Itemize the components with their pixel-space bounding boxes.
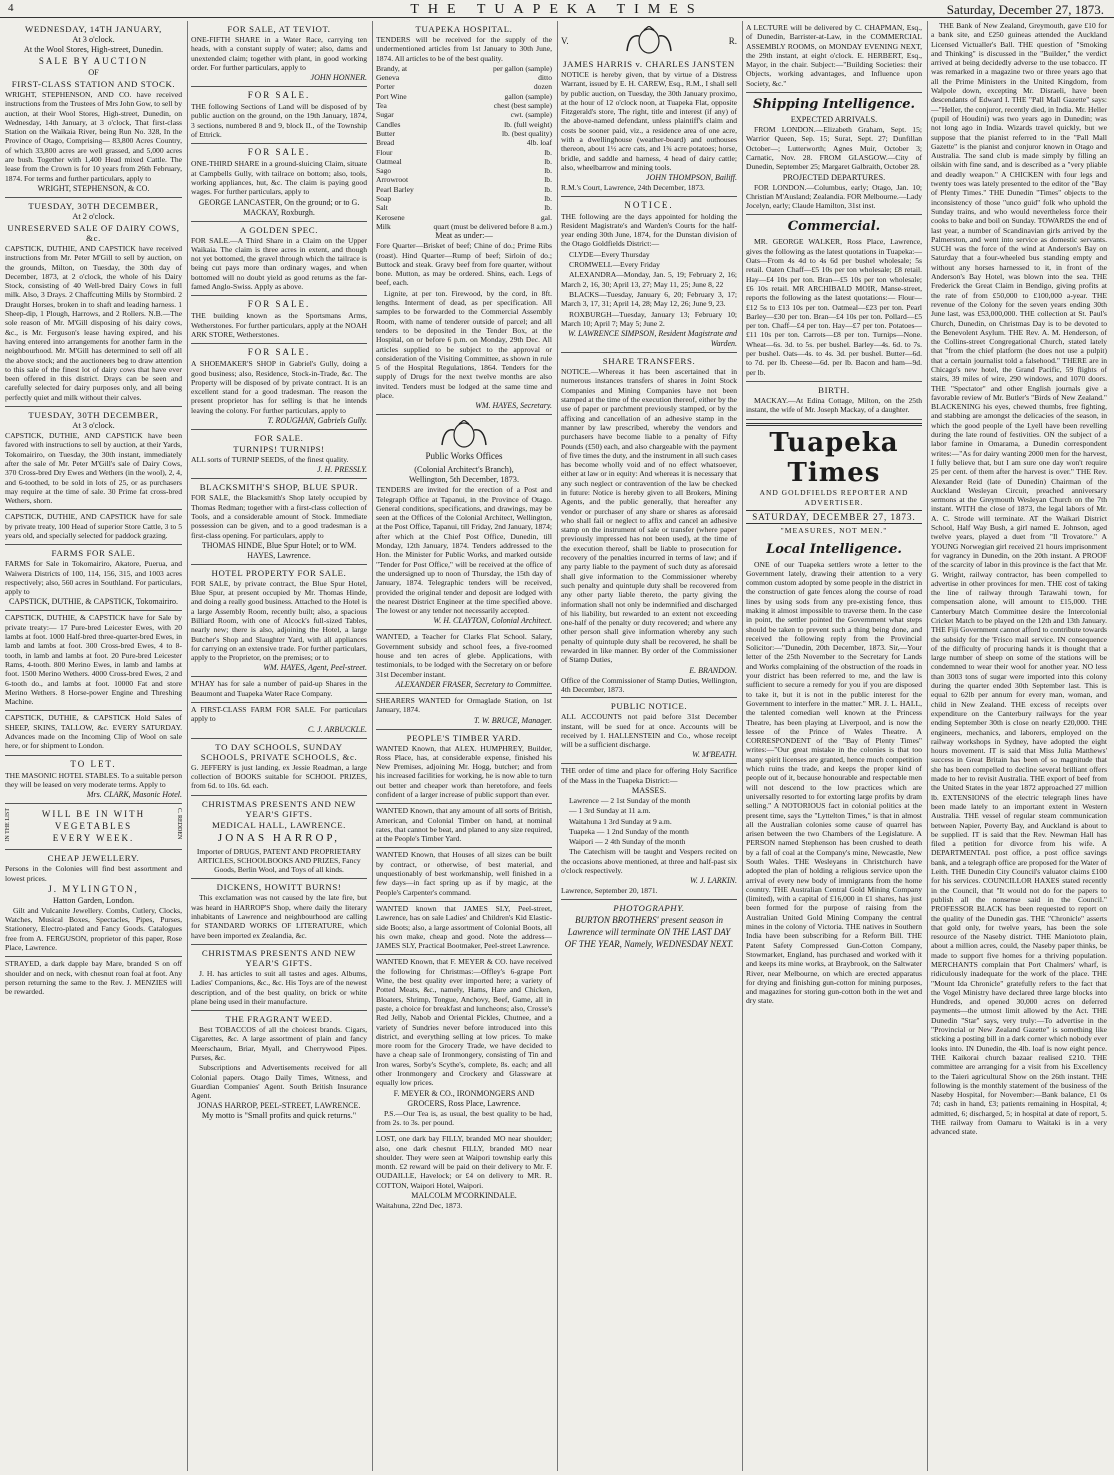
ad-title: FOR SALE. <box>247 90 311 101</box>
section-body: ONE of our Tuapeka settlers wrote a letter to the Government lately, drawing their attention to a very common custom adopted by some people in the district in the construction of gate fences along the course of road lines by using sods from any pre-existing fence, thus making it almost impossible to traverse them. In the case in point, the settler pointed the Government what steps should be taken to prevent such a thing being done, and received the following reply from the Provincial Solicitor:—"Dunedin, 20th December, 1873. Sir,—Your letter of the 25th November to the Secretary for Lands and Works complaining of the obstruction of the roads in your district has been referred to me, and the law is sufficient to secure a remedy for you if you are disposed to take it, but it is not in the public interest for the Government to interfere in the matter." MR. J. L. HALL, the talented comedian well known at the Princess Theatre, has been playing at Liverpool, and is now the lessee of the Prince of Wales Theatre. A CORRESPONDENT of the "Bay of Plenty Times" writes:—"Our great mistake in the colonies is that too many spirit licenses are granted, hence much competition which ruins the trade, and keeps the proper kind of people out of it, because honourable and respectable men will not descend to the low practices which are universally resorted to for extorting large profits by dram selling." A NOTORIOUS fact in colonial politics at the present time, says the "Lyttelton Times," is that in almost all the Australian colonies some cause of quarrel has arisen between the two Chambers of the Legislature. A PERSON named Stephenson has been crushed to death by a fall of coal at the Company's mine, Newcastle, New South Wales. THE Wesleyans in Christchurch have adopted the plan of holding a religious service upon the arrival of every new body of immigrants from the home country. THE Australian Central Gold Mining Company (limited), with a capital of £16,000 in £1 shares, has just been formed for the purpose of raising from the Australian United Gold Mining Company the central mines in the colony of Victoria. THE natives in Southern India have been subscribing for a Reform Bill. THE Patent Safety Compressed Gun-Cotton Company, Stowmarket, England, has purchased and worked with it and keeps its mine works, at Braybrook, on the Saltwater River, near Melbourne, on which are erected apparatus for drying and finishing gun-cotton for mining purposes, and magazines for storing gun-cotton both in the wet and dry state. <box>746 559 922 1006</box>
ad-body: Best TOBACCOS of all the choicest brands. Cigars, Cigarettes, &c. A large assortment of plain and fancy Meerschaum, Briar, Myall, and Cherrywood Pipes. Purses, &c. Subscriptions and Advertisements received for all Colonial papers. Otago Daily Times, Witness, and Guardian Companies' Agent. South British Insurance Agent. <box>191 1025 367 1101</box>
court-place: ROXBURGH—Tuesday, January 13; February 10; March 10; April 7; May 5; June 2. <box>561 309 737 328</box>
ad-title: CHRISTMAS PRESENTS AND NEW YEAR'S GIFTS. <box>201 947 357 968</box>
ad-line: WILL BE IN WITH <box>41 809 146 820</box>
tender-item-name: Sugar <box>376 110 394 120</box>
ad-fragrant-weed <box>191 1011 367 1124</box>
tender-item-unit: lb. <box>544 147 552 157</box>
ad-body: M'HAY has for sale a number of paid-up Shares in the Beaumont and Tuapeka Water Race Company. <box>191 679 367 698</box>
section-title: Local Intelligence. <box>766 541 902 557</box>
ad-ewes-wethers-sale <box>5 407 182 510</box>
ad-title: BLACKSMITH'S SHOP, BLUE SPUR. <box>199 482 359 493</box>
ad-title: CHRISTMAS PRESENTS AND NEW YEAR'S GIFTS. <box>201 798 357 819</box>
ad-body: Persons in the Colonies will find best assortment and lowest prices. <box>5 864 182 883</box>
tender-item-name: Pearl Barley <box>376 184 414 194</box>
ad-body: WANTED Known, that F. MEYER & CO. have received the following for Christmas:—Offley's 6-grape Port Wine, the best quality ever imported here; a variety of Potted Meats, &c., namely, Hams, Hare and Chicken, Bloaters, Shrimp, Tongue, Anchovy, Beef, Game, all in paste, a choice for breakfast and luncheons; also, Crosse's Red Jelly, Nabob and Oriental Pickles, Chutnee, and a variety of Sundries never before introduced into this district, and everything selling at low prices. To make more room for the Grocery Trade, we have decided to have a cheap sale of Ironmongery, consisting of Tin and Iron wares, Sorby's Scythe's, complete, 8s. each; and all other Ironmongery and Crockery and Glassware at equally low prices. <box>376 957 552 1088</box>
ad-title: TUAPEKA HOSPITAL. <box>415 24 513 34</box>
tender-item <box>376 138 552 147</box>
ad-title: PUBLIC NOTICE. <box>610 701 688 712</box>
ad-sluicing-claim <box>191 144 367 221</box>
tender-item-name: Tea <box>376 101 387 111</box>
ad-body: G. JEFFERY is just landing, ex Jessie Readman, a large collection of BOOKS suitable for SCHOOL PRIZES, from 6d. to 10s. 6d. each. <box>191 762 367 791</box>
ad-shop-name: JONAS HARROP, <box>217 831 341 844</box>
ad-place: Waitahuna, 22nd Dec, 1873. <box>376 1200 463 1210</box>
ad-title: THE FRAGRANT WEED. <box>225 1014 333 1025</box>
ad-sub: (Colonial Architect's Branch), <box>414 465 514 475</box>
ad-side-label-left: IN THE LIST <box>5 808 11 842</box>
ad-date-line: WEDNESDAY, 14TH JANUARY, <box>25 24 162 34</box>
ad-body: Importer of DRUGS, PATENT AND PROPRIETARY ARTICLES, SCHOOLBOOKS AND PRIZES, Fancy Goods, Berlin Wool, and Toys of all kinds. <box>196 846 362 875</box>
tender-item-unit: per gallon (sample) <box>492 63 552 73</box>
ad-body: ONE-THIRD SHARE in a ground-sluicing Claim, situate at Campbells Gully, with tailrace on bottom; also, tools, working appliances, hut, &c. The claim is paying good wages. For further particulars, apply to <box>191 159 367 197</box>
meat-title: Meat as under:— <box>435 231 493 241</box>
section-subhead: BIRTH. <box>818 384 850 395</box>
section-title: Commercial. <box>787 219 881 235</box>
crest-left: V. <box>561 36 569 46</box>
ad-school-prizes <box>191 739 367 796</box>
tender-item-name: Salt <box>376 203 388 213</box>
section-body: FROM LONDON.—Elizabeth Graham, Sept. 15; Warrior Queen, Sep. 15; Surat, Sept. 27; Dunfillan October—; Lutterworth; Agnes Muir, October 3; Carnatic, Nov. 28. FROM GLASGOW.—City of Dunedin, September 25; Margaret Galbraith, October 28. <box>746 125 922 172</box>
ad-body: CAPSTICK, DUTHIE, AND CAPSTICK have been favored with instructions to sell by auction, at their Yards, Tokomairiro, on Tuesday, the 30th instant, immediately after the sale of Mr. Peter M'Gill's sale of Dairy Cows, 370 Cross-bred Dry Ewes and Wethers (in the wool), 2, 4, and 6-toothed, to be sold in lots of 25, or as purchasers may require at the time of sale. 30 Prime fat cross-bred Wethers, shorn. <box>5 431 182 506</box>
ad-public-works-tenders <box>376 415 552 630</box>
tender-item <box>376 222 552 231</box>
ad-distress-warrant <box>561 21 737 197</box>
masthead-date: SATURDAY, DECEMBER 27, 1873. <box>746 510 922 524</box>
ad-mass-times <box>561 764 737 899</box>
ad-body: TENDERS will be received for the supply of the undermentioned articles from 1st January to 30th June, 1874. All articles to be of the best quality. <box>376 35 552 63</box>
section-body: MACKAY.—At Edina Cottage, Milton, on the 25th instant, the wife of Mr. Joseph Mackay, of a daughter. <box>746 395 922 415</box>
ad-blacksmith-shop <box>191 479 367 564</box>
tender-item-unit: ditto <box>538 73 552 83</box>
ad-of: OF <box>88 68 99 77</box>
ad-body: NOTICE.—Whereas it has been ascertained that in numerous instances transfers of shares in Joint Stock Companies and Mining Companies have not been stamped at the time of the execution thereof, either by the use of paper or parchment previously stamped, or by the affixing and cancellation of an adhesive stamp in the manner by law prescribed, whereby the vendors and purchasers have become liable to a penalty of Fifty Pounds (£50) each, and also chargeable with the payment of five times the duty, and the instrument in all such cases has become wholly void and of no effect whatsoever, either at law or in equity: And whereas it is necessary that any such neglect or contravention of the law be checked in future: Notice is hereby given to all Brokers, Mining Agents, and the public generally, that hereafter any vendor or purchaser of any share or shares as aforesaid who shall fail or neglect to affix and cancel an adhesive stamp on the instrument of sale or transfer (where paper previously impressed has not been used), at the time of the execution thereof, shall be liable to prosecution for recovery of the penalties incurred in terms of law; and if any party liable to the payment of such duty as aforesaid shall give information to the Commissioner whereby such penalty and quintuple duty shall be recovered from any other party liable thereto, the party giving the information shall not only be indemnified and discharged of his liability, but rewarded to an extent not exceeding one-half of the penalty or duty recovered; and where any other person shall give information whereby any such penalty of quintuple duty shall be recovered, he shall be rewarded in like manner. By order of the Commissioner of Stamp Duties, <box>561 367 737 665</box>
tender-item-unit: chest (best sample) <box>493 101 552 111</box>
ad-title: FOR SALE. <box>247 299 311 310</box>
ad-saturday-sales <box>5 711 182 755</box>
ad-subtitle: TURNIPS! TURNIPS! <box>233 444 325 455</box>
tender-item-unit: lb. <box>544 156 552 166</box>
ad-station-auction <box>5 21 182 198</box>
ad-shop-name: J. MYLINGTON, <box>48 883 139 894</box>
tender-item <box>376 203 552 212</box>
tender-item-name: Butter <box>376 128 395 138</box>
masthead-title: Tuapeka Times <box>769 427 899 488</box>
ad-motto: My motto is "Small profits and quick returns." <box>201 1111 357 1121</box>
ad-golden-spec <box>191 222 367 297</box>
ad-sale-type: SALE BY AUCTION <box>38 56 149 66</box>
ad-cheap-jewellery <box>5 850 182 957</box>
section-body: FOR LONDON.—Columbus, early; Otago, Jan. 10; Christian M'Ausland; Zealandia. FOR Melbourne.—Lady Jocelyn, early; Claude Hamilton, 31st inst. <box>746 182 922 211</box>
tender-item-unit: gallon (sample) <box>504 91 552 101</box>
column-5 <box>742 21 925 1471</box>
ad-body: WANTED, a Teacher for Clarks Flat School. Salary, Government subsidy and school fees, a five-roomed house and ten acres of glebe. Applications, with testimonials, to be lodged with the Secretary on or before 31st December instant. <box>376 632 552 679</box>
ad-title: UNRESERVED SALE OF DAIRY COWS, &c. <box>7 222 180 243</box>
ad-sportsmans-arms <box>191 296 367 344</box>
ad-hotel-property <box>191 565 367 678</box>
ad-title: CHEAP JEWELLERY. <box>47 853 140 864</box>
meat-list: Fore Quarter—Brisket of beef; Chine of do.; Prime Ribs (roast). Hind Quarter—Rump of beef; Sirloin of do.; Buttock and steak. Gravy beef from fore quarter, without bone. Mutton, as may be ordered. Shins, each. Legs of beef, each. <box>376 241 552 288</box>
tender-item <box>376 185 552 194</box>
ad-title: HOTEL PROPERTY FOR SALE. <box>211 567 347 578</box>
ad-first-class-farm <box>191 703 367 739</box>
ad-body: LOST, one dark bay FILLY, branded MO near shoulder; also, one dark chesnut FILLY, branded MO near shoulder. They were seen at Waipori township early this month. £2 reward will be paid on their delivery to Mr. F. OUDAILLE, Havelock; or £4 on delivery to MR. R. COTTON, Waipori Hotel, Waipori. <box>376 1134 552 1190</box>
ad-subtitle: MEDICAL HALL, LAWRENCE. <box>212 819 346 830</box>
ad-title: FOR SALE. <box>247 347 311 358</box>
ad-body: TENDERS are invited for the erection of a Post and Telegraph Office at Tapanui, in the Province of Otago. General conditions, specifications, and drawings, may be seen at the Offices of the Colonial Architect, Wellington, at the Post Office, Tapanui, till Friday, 2nd January, 1874; after which at the Chief Post Office, Dunedin, till Monday, 12th January, 1874. Tenders addressed to the Hon. the Minister for Public Works, and marked outside "Tender for Post Office," will be received at the office of the undersigned up to noon of Thursday, the 15th day of January, 1874. Telegraphic tenders will be received, provided the original tender and deposit are lodged with the nearest District Engineer at the time specified above. The lowest or any tender not necessarily accepted. <box>376 485 552 616</box>
crest <box>561 26 737 56</box>
ad-place: R.M.'s Court, Lawrence, 24th December, 1873. <box>561 183 705 193</box>
commercial-section <box>746 215 922 381</box>
ad-teacher-wanted <box>376 630 552 693</box>
ad-meyer-ironmongers <box>376 955 552 1132</box>
ad-sub: Wellington, 5th December, 1873. <box>408 475 520 485</box>
ad-land-sections <box>191 87 367 144</box>
ad-title: TO DAY SCHOOLS, SUNDAY SCHOOLS, PRIVATE SCHOOLS, &c. <box>200 741 358 762</box>
ad-signature: MALCOLM M'CORKINDALE. <box>411 1190 517 1200</box>
ad-public-notice <box>561 698 737 764</box>
ad-signature: T. W. BRUCE, Manager. <box>474 715 552 725</box>
ad-date-line: TUESDAY, 30TH DECEMBER, <box>28 200 159 211</box>
ad-title: A GOLDEN SPEC. <box>239 224 319 235</box>
tender-item-name: Arrowroot <box>376 175 409 185</box>
ad-signature: GEORGE LANCASTER, On the ground; or to G. MACKAY, Roxburgh. <box>198 197 360 217</box>
tender-item-name: Brandy, at <box>376 63 408 73</box>
tender-item <box>376 82 552 91</box>
ad-side-label-right: C. REDDEN <box>176 808 182 840</box>
ad-body: THE building known as the Sportsmans Arms, Wetherstones. For further particulars, apply at the NOAH ARK STORE, Wetherstones. <box>191 311 367 339</box>
mass-entry: Tuapeka — 1 2nd Sunday of the month <box>569 826 689 836</box>
ad-title: JAMES HARRIS v. CHARLES JANSTEN <box>563 59 735 69</box>
ad-body: BURTON BROTHERS' present season in Lawrence will terminate ON THE LAST DAY OF THE YEAR, Namely, WEDNESDAY NEXT. <box>564 914 734 949</box>
ad-vegetables <box>5 804 182 850</box>
ad-body: This exclamation was not caused by the late fire, but was heard in HARROP'S Shop, where daily the literary inhabitants of Lawrence and neighbourhood are calling for STANDARD WORKS OF LITERATURE, which have been imported ex Zealandia, &c. <box>191 893 367 940</box>
columns <box>2 21 1112 1471</box>
mass-entry: Waipori — 2 4th Sunday of the month <box>569 837 686 847</box>
tender-item-name: Porter <box>376 82 395 92</box>
ad-body: ONE-FIFTH SHARE in a Water Race, carrying ten heads, with a constant supply of water; also, dams and unextended claim; together with plant, in good working order. For further particulars, apply to <box>191 35 367 72</box>
tender-item <box>376 194 552 203</box>
ad-signature: JOHN HONNER. <box>310 73 367 83</box>
ad-signature: WM. HAYES, Secretary. <box>475 401 552 411</box>
ad-store-cattle <box>5 510 182 545</box>
ad-signature: WM. HAYES, Agent, Peel-street. <box>263 663 367 673</box>
column-4 <box>557 21 740 1471</box>
ad-turnips <box>191 430 367 479</box>
ad-teviot-share <box>191 21 367 87</box>
court-place: BLACKS—Tuesday, January 6, 20; February 3, 17; March 3, 17, 31; April 14, 28; May 12, 26; June 9, 23. <box>561 289 737 309</box>
ad-place: Lawrence, September 20, 1871. <box>561 886 658 896</box>
ad-title: TO LET. <box>70 758 117 769</box>
ad-signature: W. M'BEATH. <box>692 750 737 760</box>
court-place: ALEXANDRA—Monday, Jan. 5, 19; February 2, 16; March 2, 16, 30; April 13, 27; May 11, 25; June 8, 22 <box>561 270 737 289</box>
shipping-intelligence <box>746 93 922 215</box>
masthead <box>746 423 922 536</box>
ad-signature: JOHN THOMPSON, Bailiff. <box>645 173 737 183</box>
crest-right: R. <box>728 36 737 46</box>
ad-signature: Mrs. CLARK, Masonic Hotel. <box>86 790 182 800</box>
ad-signature: W. LAWRENCE SIMPSON, Resident Magistrate and Warden. <box>568 329 737 349</box>
tender-item-unit: cwt. (sample) <box>510 110 552 120</box>
ad-body: ALL sorts of TURNIP SEEDS, of the finest quality. <box>191 455 349 465</box>
ad-body: FOR SALE, by private contract, the Blue Spur Hotel, Blue Spur, at present occupied by Mr. Thomas Hinde, and doing a really good business. Attached to the Hotel is a large Assembly Room, recently built; also, a spacious Billiard Room, with one of Alcock's full-sized Tables, nearly new; there is also, adjoining the Hotel, a large Butcher's Shop and Slaughter Yard, with all appliances for carrying on an extensive trade. For further particulars, apply to the Proprietor, on the premises; or to <box>191 578 367 663</box>
ad-body: CAPSTICK, DUTHIE, AND CAPSTICK have received instructions from Mr. Peter M'Gill to sell by auction, on the grounds, Milton, on Tuesday, the 30th day of December, 1873, at 2 o'clock, the whole of his Dairy Stock, consisting of 40 Well-bred Dairy Cows in full milk. Also, 3 Drays. 2 Chaffcutting Mills by Stormbird. 2 Draught Horses, broken in to shaft and leading harness. 1 Sheep-dip, 1 Plough, Harrows, and 2 Rollers. N.B.—The sole reason of Mr. M'Gill disposing of his dairy cows, &c., is Mr. Ferguson's lease having expired, and his having entered into arrangements for another farm in the neighbourhood. Mr. M'Gill has determined to sell off all the above stock; and the auctioneers beg to draw attention to this sale of the finest lot of dairy cows that have ever been offered in this district. Drays can be seen and carefully selected for dairy purposes only, and all being perfectly quiet and milk without their calves. <box>5 243 182 402</box>
ad-signature: THOMAS HINDE, Blue Spur Hotel; or to WM. HAYES, Lawrence. <box>201 540 357 560</box>
ad-signature: W. H. CLAYTON, Colonial Architect. <box>433 616 552 626</box>
ad-date-line: TUESDAY, 30TH DECEMBER, <box>28 410 159 421</box>
ad-title: FARMS FOR SALE. <box>51 548 136 559</box>
masthead-motto: "MEASURES, NOT MEN." <box>780 525 888 535</box>
ad-time: At 3 o'clock. <box>72 421 115 431</box>
masses-title: MASSES. <box>631 786 667 795</box>
ad-signature: F. MEYER & CO., IRONMONGERS AND GROCERS, Ross Place, Lawrence. <box>393 1088 535 1108</box>
ad-address: Hatton Garden, London. <box>52 895 135 905</box>
ad-body: THE following are the days appointed for holding the Resident Magistrate's and Warden's Courts for the half-year ending 30th June, 1874, for the Dunstan division of the Otago Goldfields District:— <box>561 211 737 249</box>
ad-peoples-timber-yard <box>376 730 552 805</box>
ad-signature: W. J. LARKIN. <box>689 876 737 886</box>
section-title: Shipping Intelligence. <box>752 97 916 113</box>
ad-time: At 2 o'clock. <box>72 211 115 221</box>
ad-signature: J. H. PRESSLY. <box>317 465 367 475</box>
tender-item <box>376 157 552 166</box>
ad-line: EVERY WEEK. <box>52 833 135 844</box>
tender-item-unit: lb. <box>544 166 552 176</box>
tender-item <box>376 73 552 82</box>
ad-body: THE MASONIC HOTEL STABLES. To a suitable person they will be leased on very moderate terms. Apply to <box>5 770 182 789</box>
ad-dairy-cows-sale <box>5 198 182 407</box>
tender-item-unit: 4lb. loaf <box>526 138 552 148</box>
ad-body: WRIGHT, STEPHENSON, AND CO. have received instructions from the Trustees of Mrs John Gow, to sell by auction, at their Wool Stores, High-street, Dunedin, on Wednesday, 14th January, at 3 o'clock, That first-class Station on the Waikaia River, being Run No. 328, In the Province of Otago, Comprising— 83,800 Acres Country, of which 33,800 acres are well grassed, and 5,000 acres are bush. Together with 1,400 Head mixed Cattle. The lease from the Crown is for 10 years from 26th February, 1874. For terms and further particulars, apply to <box>5 90 182 183</box>
ad-body: SHEARERS WANTED for Ormaglade Station, on 1st January, 1874. <box>376 695 552 715</box>
tender-item-unit: quart (must be delivered before 8 a.m.) <box>433 221 552 231</box>
tender-item-unit: lb. <box>544 194 552 204</box>
ad-james-sly-boots <box>376 902 552 955</box>
ad-strayed-mare <box>5 957 182 1000</box>
ad-body: CAPSTICK, DUTHIE, & CAPSTICK have for Sale by private treaty:— 17 Pure-bred Leicester Ewes, with 20 lambs at foot. 1000 Half-bred three-quarter-bred Ewes, in lamb and lambs at foot. 300 Cross-bred Ewes, 4 to 8-tooth, in lamb and lambs at foot. 20 Pure-bred Leicester Rams, 4-tooth. 800 Merino Ewes, in lamb and lambs at foot. 1500 Merino Wethers. 4000 Cross-bred Ewes, 2 and 6-tooth do., and lambs at foot. 10000 Fat and store Merino Wethers. 8 Horse-power Engine and Threshing Machine. <box>5 613 182 707</box>
ad-share-transfers <box>561 353 737 698</box>
ad-body: THE following Sections of Land will be disposed of by public auction on the ground, on the 19th January, 1874, 3 sections, numbered 8 and 9, block II., of the Township of Ettrick. <box>191 102 367 140</box>
ad-body: J. H. has articles to suit all tastes and ages. Albums, Ladies' Companions, &c., &c. His Toys are of the newest description, and of the best quality, on brick or white plane being used in their manufacture. <box>191 968 367 1006</box>
tender-item-unit: lb. <box>544 184 552 194</box>
tender-item-name: Kerosene <box>376 212 405 222</box>
tender-item <box>376 120 552 129</box>
tender-item <box>376 92 552 101</box>
ad-title: SHARE TRANSFERS. <box>602 356 696 367</box>
ad-postscript: P.S.—Our Tea is, as usual, the best quality to be had, from 2s. to 3s. per pound. <box>376 1108 552 1127</box>
mass-list <box>561 796 737 846</box>
ad-signature: JONAS HARROP, PEEL-STREET, LAWRENCE. <box>197 1101 361 1111</box>
ad-time: At 3 o'clock. <box>72 35 115 44</box>
ad-place: Office of the Commissioner of Stamp Duties, Wellington, 4th December, 1873. <box>561 675 737 694</box>
ad-to-let <box>5 756 182 805</box>
ad-christmas-presents <box>191 945 367 1011</box>
ad-signature: E. BRANDON. <box>689 665 737 675</box>
section-body: MR. GEORGE WALKER, Ross Place, Lawrence, gives the following as the latest quotations in Tuapeka:— Oats—From 4s 4d to 4s 6d per bushel wholesale; 5s retail. Oaten Chaff—£5 10s per ton wholesale; £8 retail. Hay—£4 10s per ton. Bran—£5 10s per ton wholesale; £6 10s retail. MR ARCHIBALD MOIR, Manse-street, reports the following as the latest quotations:— Flour—£12 5s to £13 10s per ton. Oatmeal—£23 per ton. Pearl Barley—£30 per ton. Bran—£4 10s per ton. Pollard—£5 per ton. Chaff—£4 per ton. Hay—£7 per ton. Potatoes—£11 10s per ton. Carrots—£8 per ton. Turnips—None. Wheat—6s. 3d. to 5s. per bushel. Barley—4s. 6d. to 7s. per bushel. Oats—4s. to 4s. 3d. per bushel. Butter—6d. to 7d. per lb. Cheese—6d. per lb. Bacon and ham—9d. per lb. <box>746 237 922 377</box>
ad-lost-filly <box>376 1132 552 1213</box>
ad-venue: At the Wool Stores, High-street, Dunedin. <box>23 45 164 54</box>
masthead-subtitle: AND GOLDFIELDS REPORTER AND ADVERTISER. <box>759 487 909 507</box>
tender-item-unit: lb. <box>544 175 552 185</box>
tender-item-name: Candles <box>376 119 401 129</box>
court-places-list <box>561 250 737 328</box>
ad-signature: WRIGHT, STEPHENSON, & CO. <box>37 183 150 193</box>
ad-water-race-shares <box>191 677 367 703</box>
ad-body: A FIRST-CLASS FARM FOR SALE. For particulars apply to <box>191 705 367 724</box>
ad-body: THE order of time and place for offering Holy Sacrifice of the Mass in the Tuapeka District:— <box>561 766 737 785</box>
tender-item-name: Flour <box>376 147 393 157</box>
ad-signature: CAPSTICK, DUTHIE, & CAPSTICK, Tokomairiro. <box>8 597 179 607</box>
page-number: 4 <box>8 2 16 14</box>
ad-body: A LECTURE will be delivered by C. CHAPMAN, Esq., of Dunedin, Barrister-at-Law, in the COMMERCIAL ASSEMBLY ROOMS, on MONDAY EVENING NEXT, the 29th instant, at eight o'clock. E. HERBERT, Esq., Mayor, in the chair. Subject:—"Building Societies: their Objects, working advantages, and Influence upon Society, &c." <box>746 23 922 88</box>
ad-title: PEOPLE'S TIMBER YARD. <box>406 732 522 743</box>
section-subhead: PROJECTED DEPARTURES. <box>782 172 886 182</box>
ad-body: WANTED Known, that ALEX. HUMPHREY, Builder, Ross Place, has, at considerable expense, finished his New Premises, adjoining Mr. Hogg, butcher; and from his increased facilities for working, he is now able to turn out better and cheaper work than heretofore, and feels confident of a larger increase of public support than ever. <box>376 743 552 799</box>
tender-item <box>376 166 552 175</box>
tender-items-list <box>376 64 552 231</box>
ad-title: FOR SALE. <box>247 147 311 158</box>
tender-item <box>376 110 552 119</box>
birth-notice <box>746 382 922 420</box>
tender-item-name: Bread <box>376 138 395 148</box>
masthead-rule <box>746 423 922 426</box>
tender-item <box>376 101 552 110</box>
ad-body: STRAYED, a dark dapple bay Mare, branded S on off shoulder and on neck, with chesnut roan foal at foot. Any person returning the same to the Rev. J. MENZIES will be rewarded. <box>5 959 182 997</box>
ad-body-2: Lignite, at per ton. Firewood, by the cord, in 8ft. lengths. Interment of dead, as per specification. All samples to be forwarded to the Commercial Assembly Room, with name of tenderer outside of parcel; and all tenders to be deposited in the Tender Box, at the Hospital, on or before 6 p.m. on Monday, 29th Dec. All articles supplied to be subject to the approval or consideration of the Visiting Committee, as shown in rule 5 of the Hospital Regulations, 1864. Tenders for the supply of Drugs for the next twelve months are also invited. Tenders must be lodged at the same time and place. <box>376 288 552 400</box>
ad-title: DICKENS, HOWITT BURNS! <box>216 882 342 893</box>
ad-body: WANTED known that JAMES SLY, Peel-street, Lawrence, has on sale Ladies' and Children's Kid Elastic-side Boots; also, a large assortment of Colonial Boots, all his own make, cheap and good. Note the address—JAMES SLY, Practical Bootmaker, Peel-street Lawrence. <box>376 903 552 951</box>
royal-arms-icon <box>619 26 679 56</box>
mass-entry: — 1 3rd Sunday at 11 a.m. <box>569 806 651 816</box>
section-subhead: EXPECTED ARRIVALS. <box>790 115 878 125</box>
tender-item-name: Geneva <box>376 73 400 83</box>
tender-item-name: Milk <box>376 221 391 231</box>
column-1 <box>2 21 185 1471</box>
ad-body: CAPSTICK, DUTHIE, & CAPSTICK Hold Sales of SHEEP, SKINS, TALLOW, &c. EVERY SATURDAY. Advances made on the Incoming Clip of Wool on sale here, or for shipment to London. <box>5 713 182 751</box>
royal-arms-icon <box>434 420 494 450</box>
ad-body: ALL ACCOUNTS not paid before 31st December instant, will be sued for at once. Accounts will be received by I. HALLENSTEIN and Co., whose receipt will be a sufficient discharge. <box>561 712 737 750</box>
court-place: CROMWELL—Every Friday <box>569 260 660 270</box>
header-rule <box>0 17 1114 18</box>
court-place: CLYDE—Every Thursday <box>569 249 650 259</box>
ad-body: CAPSTICK, DUTHIE, AND CAPSTICK have for sale by private treaty, 100 Head of superior Store Cattle, 3 to 5 years old, and specially selected for paddock grazing. <box>5 512 182 540</box>
ad-body: FARMS for Sale in Tokomairiro, Akatore, Puerua, and Waiwera Districts of 100, 114, 156, 315, and 1003 acres respectively; also, 560 acres in Southland. For particulars, apply to <box>5 559 182 597</box>
ad-photography <box>561 900 737 954</box>
page-date: Saturday, December 27, 1873. <box>946 2 1104 17</box>
tender-item <box>376 64 552 73</box>
tender-item <box>376 175 552 184</box>
crest <box>376 420 552 462</box>
tender-item-unit: gal. <box>540 212 552 222</box>
column-3 <box>372 21 555 1471</box>
crest-label: Public Works Offices <box>425 451 503 462</box>
ad-title: NOTICE. <box>624 199 674 210</box>
tender-item <box>376 148 552 157</box>
column-2 <box>187 21 370 1471</box>
tender-item-name: Sago <box>376 166 392 176</box>
tender-item-unit: dozen <box>533 82 552 92</box>
tender-item <box>376 129 552 138</box>
tender-item-unit: lb. (best quality) <box>502 128 552 138</box>
ad-houses-built <box>376 848 552 901</box>
ad-title: FIRST-CLASS STATION AND STOCK. <box>11 79 176 89</box>
ad-sheep-private-treaty <box>5 611 182 711</box>
mass-entry: Waitahuna 1 3rd Sunday at 9 a.m. <box>569 816 672 826</box>
ad-body: FOR SALE, the Blacksmith's Shop lately occupied by Thomas Redman; together with a first-class collection of Tools, and a considerable amount of Stock. Immediate possession can be given, and to a good tradesman is a first-class opening. For particulars, apply to <box>191 493 367 540</box>
page-header <box>0 2 1114 18</box>
tender-item <box>376 213 552 222</box>
ad-body: A SHOEMAKER'S SHOP in Gabriel's Gully, doing a good business; also, Residence, Stock-in-Trade, &c. The Property will be disposed of by private contract. It is an excellent stand for a good tradesman. The reason the present proprietor has for selling is that he intends leaving the colony. For further particulars, apply to <box>191 359 367 415</box>
ad-court-days <box>561 197 737 354</box>
tender-item-unit: lb. <box>544 203 552 213</box>
ad-signature: ALEXANDER FRASER, Secretary to Committee. <box>395 679 552 689</box>
ad-shoemakers-shop <box>191 344 367 430</box>
tender-item-name: Oatmeal <box>376 156 402 166</box>
ad-body: WANTED Known, that Houses of all sizes can be built by contract, or otherwise, of best material, and unquestionably of best workmanship, well finished in a few days—in fact spring up as if by magic, at the People's Carpenter's command. <box>376 850 552 897</box>
ad-line: VEGETABLES <box>54 821 133 832</box>
ad-shearers-wanted <box>376 694 552 730</box>
tender-item-name: Port Wine <box>376 91 407 101</box>
ad-body-2: Gilt and Vulcanite Jewellery. Combs, Cutlery, Clocks, Watches, Musical Boxes, Spectacles, Pipes, Purses, Stationery, Electro-plated and Fancy Goods. Catalogues free from A. FERGUSON, proprietor of this paper, Rose Place, Lawrence. <box>5 905 182 952</box>
news-paragraphs: THE Bank of New Zealand, Greymouth, gave £10 for a bank site, and £250 guineas attended the Auckland Licensed Victualler's Ball. THE question of "Smoking and Thinking" is discussed in the "Builder," the verdict arrived at being decidedly adverse to the use tobacco. IT was remarked in a magazine two or three years ago that all the Prime Ministers in the United Kingdom, from Walpole down, excepting Mr. Disraeli, have been descendants of Edward I. THE "Pall Mall Gazette" says:—"Heller, the conjuror, recently died, in India. Mr. Heller (pupil of Houdini) was two years ago in Dunedin; was not long ago in India. Wizards travel quickly, but we suppose that the pianist referred to in the "Pall Mall Gazette" is the pianist and conjuror known in Otago and Australia. The sand club is made simply by filling an oilskin with fine sand, and is described as a "very pliable and deadly weapon." A CHICKEN with four legs and twenty toes was lately presented to the editor of the "Bay of Plenty Times." THE Dunedin "Times" objects to the inconsistency of those "unco guid" folk who uphold the Sunday trains, and who would nevertheless force their cooks to bake and boil on Sunday. TOWARDS the end of last year, a number of Scandinavian girls arrived by the Palmerston, and went into service as domestic servants. SUCH was the force of the wind at Anderson's Bay on Saturday that a four-wheeled bus standing empty and without any horses harnessed to it, in front of the Anderson's Bay Hotel, was blown into the sea. THE Frederick the Great Claim in Bendigo, giving profits at the rate of from £50,000 to £100,000 a-year. THE revenue of the Colony for the seven years ending 30th June last, was £53,000,000. THE collection at St. Paul's Church, Dunedin, on Christmas Day is to be devoted to the Benevolent Asylum. THE Rev. A. M. Henderson, of the Collins-street Congregational Church, stated lately that "from the chief platform (he does not use a pulpit) that a certain journalist told a falsehood." THERE are in Chicago's new hotel, the Grand Pacific, 59 flights of stairs, 39 miles of wire, 290 windows, and 1070 doors. THE "Spectator" and other English journals give a favorable review of Mr. Butler's "Birds of New Zealand." BLACKENING his eyes, chewed thumbs, free fighting, and stabbing are amongst the delicacies of the season, in which the good people of the Lyell have been revelling during the late round of festivities. ON the subject of a labor famine in Omarama, a Dunedin correspondent writes:—"As for dairy wanting 2000 men for the harvest, I fully believe that, but I am sure one day won't require 25 per cent. of them after the harvest is over." THE Rev. Alexander Reid (late of Dunedin) Chairman of the Auckland Wesleyan Circuit, preached anniversary sermons at the Greymouth Wesleyan Church on the 7th instant. WITH the close of 1873, the legal labors of Mr. A. C. Strode will terminate. AT the Waikari District School, Half Way Bush, a girl named E. Johnson, aged twelve years, played a duet from "Il Trovatore." A YOUNG Norwegian girl received 21 hours imprisonment for vagrancy in Dunedin, on the 20th instant. A PROOF of the scarcity of labor in this province is the fact that Mr. G. Wright, railway contractor, has been compelled to advertise in other provinces for men. THE cost of taking the line of railway through Tarawahi town, for compensation alone, will amount to £15,000. THE Canterbury Match Committee desire the Intercolonial Cricket Match to be played on the 12th and 13th January. THE Fiji Government cannot afford to contribute towards the subsidy for the 'Frisco mail service. IN consequence of the difficulty of procuring hands it is thought that a large number of sheep on some of the stations will be condemned to wear their wool for another year. NO less than 3003 tons of sugar were imported into this colony during the quarter ended 30th September last. This is equal to 62lb per annum for every man, woman, and child in New Zealand. THE excess of receipts over expenditure on the Canterbury railways for the year ending September 30th is close on nearly £20,000. THE engineers, mechanics, and laborers, employed on the railway workshops in Sydney, have adopted the eight hours movement. IT is said that Miss Julia Matthews' success in Great Britain has been of so magnitude that she has been compelled to decline several brilliant offers made to her to revisit Australia. THE export of beef from the United States in the year 1872 approached 27 million lb. EXTENSIONS of the electric telegraph lines have been made lately to an important extent in Western Australia. THE vessel of regular steam communication between Napier, Poverty Bay, and Auckland is about to be supplied. IT is said that the Rev. Newman Hall has filed a petition for divorce from his wife. A DEPARTMENTAL post office, a post office savings bank, and a telegraph office are proposed for the Water of Leith. THE Dunedin City Council's valuator claims £100 for his services. COUNCILLOR HAXES stated recently in the Council, that "It would not do for the papers to publish all the nonsense said in the Council." PROFESSOR BLACK has been requested to report on the quality of the Dunedin gas. THE "Chronicle" asserts that gold only, for twelve years, has been the sole resource of the Naseby district. THE Maniototo plain, about a million acres, could, the Naseby paper thinks, be made to support five homes for a thriving population. MERCHANTS complain that Port Chalmers' wharf, is ridiculously inadequate for the work of the place. THE "Mount Ida Chronicle" gratefully refers to the fact that the Vogel Ministry have declared three large blocks into Hundreds, and opened 30,000 acres on deferred payments—the utmost limit allowed by the Act. THE Dunedin "Star" says, very truly:—To advertise in the "Provincial or New Zealand Gazette" is something like sticking a posting bill in a dark corner which nobody ever looks into. IN Dunedin, the 4lb. loaf is now eight pence. THE Kaikorai church bazaar realised £210. THE committee are arranging for a visit from his Excellency to the Taieri agricultural Show on the 26th instant. THE following is the monthly statement of the business of the Naseby Hospital, for November:—Bank balance, £1 0s 7d; cash in hand, £3; patients remaining in Hospital, 4; admitted, 6; discharged, 5; in hospital at date of report, 5. THE railway from Oamaru to Waitaki is in a very advanced state. <box>931 21 1107 1137</box>
ad-hospital-tenders <box>376 21 552 415</box>
mass-entry: Lawrence — 2 1st Sunday of the month <box>569 796 691 805</box>
ad-timber-wanted-known <box>376 804 552 848</box>
ad-signature: T. ROUGHAN, Gabriels Gully. <box>267 416 367 426</box>
ad-title: FOR SALE, AT TEVIOT. <box>227 24 331 34</box>
ad-title: FOR SALE. <box>254 433 304 444</box>
ad-body: NOTICE is hereby given, that by virtue of a Distress Warrant, issued by E. H. CAREW, Esq., R.M., I shall sell by public auction, on Tuesday, the 30th January proximo, at the hour of 12 o'clock noon, at Tuapeka Flat, opposite Fitzgerald's store, The right, title and interest (if any) of the above-named defendant, unless plaintiff's claim and costs be sooner paid, viz., a residence area of one acre, with a dwellinghouse (weather-board) and outhouses thereon, about 1½ acre cats, and 1¾ acre potatoes; horse, bridle, and saddle and harness, 4 head of dairy cattle; also, wheelbarrow and mining tools. <box>561 70 737 172</box>
ad-signature: C. J. ARBUCKLE. <box>307 724 367 734</box>
column-6 <box>927 21 1110 1471</box>
ad-dickens-howitt <box>191 879 367 944</box>
tender-item-unit: lb. (full weight) <box>504 119 552 129</box>
ad-body: WANTED Known, that any amount of all sorts of British, American, and Colonial Timber on hand, at nominal rates, that cannot be beat, and planed to any size required, at the People's Timber Yard. <box>376 806 552 844</box>
ad-body: FOR SALE.—A Third Share in a Claim on the Upper Waikaia. The claim is three acres in extent, and though not yet bottomed, the gravel through which the tailrace is being cut pays more than ordinary wages, and when bottomed will no doubt yield as good returns as the far-famed Anglo-Swiss. Apply as above. <box>191 235 367 292</box>
tender-item-name: Soap <box>376 194 392 204</box>
ad-medical-hall <box>191 796 367 880</box>
ad-body-2: The Catechism will be taught and Vespers recited on the occasions above mentioned, at three and half-past six o'clock respectively. <box>561 847 737 876</box>
local-intelligence <box>746 538 922 1010</box>
ad-title: PHOTOGRAPHY. <box>613 902 685 913</box>
ad-farms-for-sale <box>5 545 182 611</box>
running-title: THE TUAPEKA TIMES <box>410 2 704 17</box>
ad-lecture <box>746 21 922 93</box>
